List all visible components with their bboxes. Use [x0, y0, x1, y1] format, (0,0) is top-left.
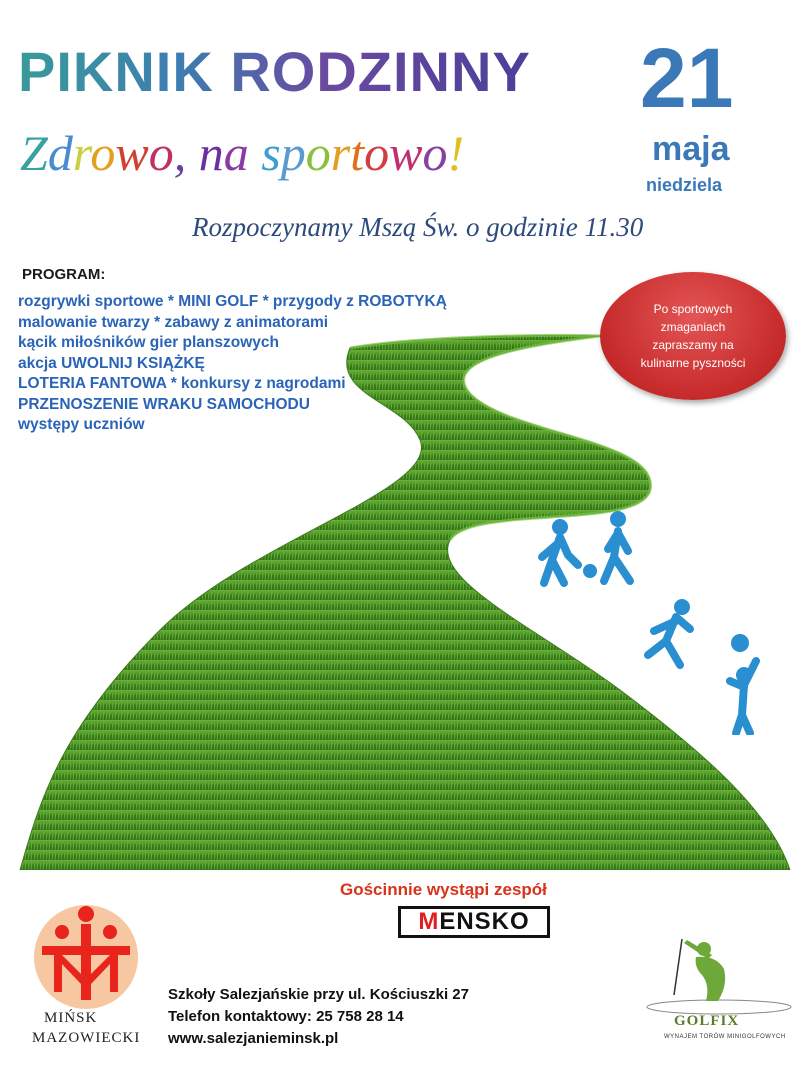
subtitle-letter: , — [173, 125, 187, 181]
program-item: występy uczniów — [18, 416, 145, 433]
golfix-name: GOLFIX — [674, 1013, 740, 1029]
subtitle-letter: d — [47, 125, 73, 181]
program-item: PRZENOSZENIE WRAKU SAMOCHODU — [18, 395, 310, 413]
band-logo — [398, 906, 550, 938]
subtitle-letter: n — [198, 125, 224, 181]
subtitle-letter: Z — [20, 125, 48, 181]
poster-title: PIKNIK RODZINNY — [18, 40, 531, 103]
subtitle-letter: w — [115, 125, 149, 181]
subtitle-letter: p — [280, 125, 306, 181]
golfer-icon — [644, 935, 794, 1015]
people-playing-icon — [530, 505, 780, 735]
phone-text: Telefon kontaktowy: 25 758 28 14 — [168, 1008, 404, 1025]
subtitle-letter: s — [261, 125, 281, 181]
date-weekday: niedziela — [646, 175, 723, 195]
mass-info: Rozpoczynamy Mszą Św. o godzinie 11.30 — [192, 212, 644, 242]
program-item: rozgrywki sportowe * MINI GOLF * przygody z ROBOTYKĄ — [18, 293, 447, 310]
date-month: maja — [652, 130, 730, 168]
date-day: 21 — [640, 31, 734, 125]
salesian-logo-icon — [26, 902, 146, 1012]
subtitle-letter: o — [90, 125, 116, 181]
subtitle-letter: o — [364, 125, 390, 181]
website-link[interactable]: www.salezjanieminsk.pl — [168, 1030, 339, 1047]
band-logo-first: M — [418, 908, 440, 935]
subtitle-letter — [186, 125, 199, 181]
program-list — [18, 292, 447, 436]
band-logo-rest: ENSKO — [439, 908, 530, 935]
guest-band-heading: Gościnnie wystąpi zespół — [340, 880, 547, 899]
program-item: akcja UWOLNIJ KSIĄŻKĘ — [18, 354, 205, 372]
city-name-line1: MIŃSK — [44, 1010, 98, 1026]
subtitle-letter: o — [422, 125, 448, 181]
program-label: PROGRAM: — [22, 266, 106, 283]
city-name-line2: MAZOWIECKI — [32, 1030, 141, 1046]
subtitle-letter: o — [305, 125, 331, 181]
subtitle-letter: r — [72, 125, 91, 181]
subtitle-letter: r — [330, 125, 351, 181]
subtitle-letter — [249, 125, 262, 181]
golfix-tagline: WYNAJEM TORÓW MINIGOLFOWYCH — [664, 1034, 786, 1040]
address-text: Szkoły Salezjańskie przy ul. Kościuszki 27 — [168, 986, 469, 1003]
subtitle-letter: ! — [447, 125, 465, 181]
poster-subtitle — [20, 125, 465, 181]
subtitle-letter: t — [350, 125, 365, 181]
food-bubble — [600, 272, 786, 400]
subtitle-letter: o — [148, 125, 174, 181]
program-item: malowanie twarzy * zabawy z animatorami — [18, 313, 329, 331]
food-bubble-text: Po sportowych zmaganiach zapraszamy na kulinarne pyszności — [640, 302, 746, 370]
program-item: kącik miłośników gier planszowych — [18, 334, 280, 351]
subtitle-letter: w — [389, 125, 423, 181]
program-item: LOTERIA FANTOWA * konkursy z nagrodami — [18, 375, 346, 392]
subtitle-letter: a — [223, 125, 249, 181]
